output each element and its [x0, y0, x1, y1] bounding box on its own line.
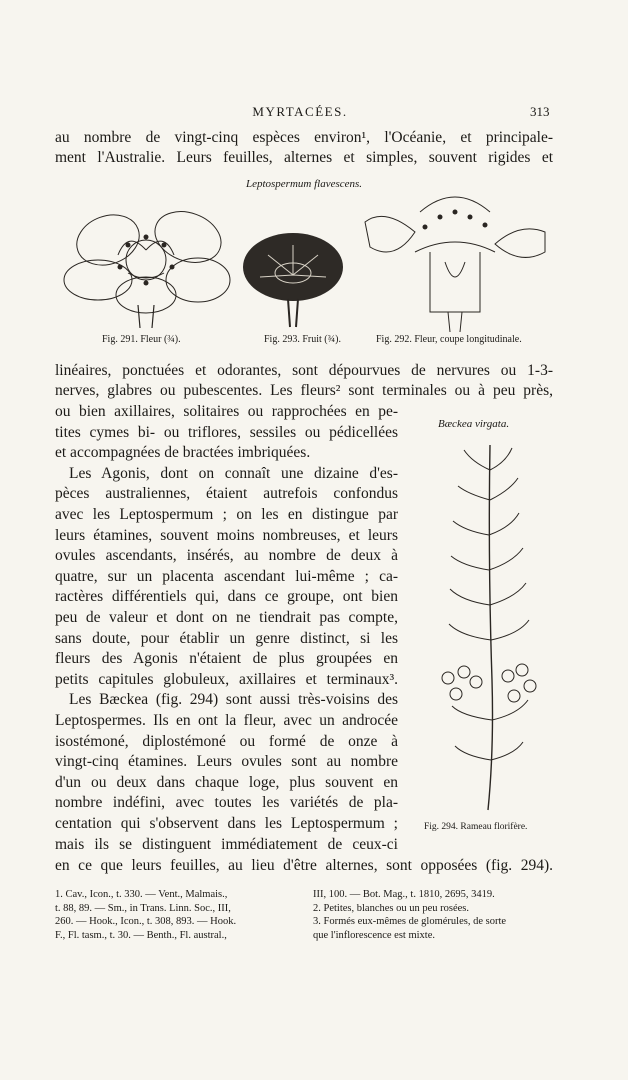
text-line: ovules ascendants, insérés, au nombre de deux à [55, 547, 398, 565]
text-line: centation qui s'observent dans les Leptospermum ; [55, 815, 398, 832]
fig293-caption: Fig. 293. Fruit (¾). [264, 334, 341, 345]
text-line: nerves, glabres ou pubescentes. Les fleurs² sont terminales ou à peu près, [55, 382, 553, 399]
footnote-line: 3. Formés eux-mêmes de glomérules, de sorte [313, 916, 507, 927]
text-line: Les Bæckea (fig. 294) sont aussi très-voisins des [69, 691, 398, 709]
fig291-caption: Fig. 291. Fleur (¾). [102, 334, 181, 345]
footnote-line: 2. Petites, blanches ou un peu rosées. [313, 902, 470, 914]
text-line: en ce que leurs feuilles, au lieu d'être alternes, sont opposées (fig. 294). [55, 857, 553, 874]
text-line: linéaires, ponctuées et odorantes, sont dépourvues de nervures ou 1-3- [55, 362, 553, 379]
text-line: Leptospermes. Ils en ont la fleur, avec un androcée [55, 712, 398, 729]
footnote-line: 260. — Hook., Icon., t. 308, 893. — Hook. [55, 916, 237, 927]
fig293-fruit-illustration [238, 225, 348, 330]
text-line: petits capitules globuleux, axillaires et terminaux³. [55, 670, 398, 688]
text-line: Les Agonis, dont on connaît une dizaine d'es- [69, 464, 398, 482]
footnote-line: 1. Cav., Icon., t. 330. — Vent., Malmais., [55, 889, 228, 900]
text-line: peu de valeur et dont on ne tiendrait pas compte, [55, 609, 398, 626]
footnote-line: t. 88, 89. — Sm., in Trans. Linn. Soc., III, [55, 902, 231, 914]
footnote-line: que l'inflorescence est mixte. [313, 929, 436, 941]
text-line: mais ils se distinguent immédiatement de ceux-ci [55, 835, 398, 853]
text-line: ment l'Australie. Leurs feuilles, alternes et simples, souvent rigides et [55, 149, 553, 166]
fig292-section-illustration [360, 192, 550, 332]
fig294-branch-illustration [430, 440, 550, 815]
side-figure-name: Bæckea virgata. [438, 418, 510, 430]
text-line: avec les Leptospermum ; on les en distingue par [55, 506, 398, 523]
text-line: nombre indéfini, avec toutes les variétés de pla- [55, 794, 398, 812]
text-line: d'un ou deux dans chaque loge, plus souvent en [55, 773, 398, 791]
text-line: vingt-cinq étamines. Leurs ovules sont au nombre [55, 753, 398, 771]
fig291-flower-illustration [58, 195, 233, 330]
text-line: au nombre de vingt-cinq espèces environ¹, l'Océanie, et principale- [55, 129, 553, 146]
footnote-line: III, 100. — Bot. Mag., t. 1810, 2695, 3419. [313, 889, 495, 900]
text-line: ou bien axillaires, solitaires ou rapprochées en pe- [55, 403, 398, 420]
text-line: ractères différentiels qui, dans ce groupe, ont bien [55, 588, 398, 606]
running-title: MYRTACÉES. [252, 104, 348, 119]
plate-caption: Leptospermum flavescens. [245, 178, 363, 190]
text-line: et accompagnées de bractées imbriquées. [55, 444, 311, 462]
fig292-caption: Fig. 292. Fleur, coupe longitudinale. [376, 334, 522, 345]
side-figure-caption: Fig. 294. Rameau florifère. [424, 822, 528, 832]
text-line: pèces australiennes, étaient autrefois confondus [55, 485, 398, 503]
footnote-line: F., Fl. tasm., t. 30. — Benth., Fl. austral., [55, 929, 227, 941]
text-line: fleurs des Agonis n'étaient de plus groupées en [55, 650, 398, 668]
text-line: tites cymes bi- ou triflores, sessiles ou pédicellées [55, 423, 398, 441]
text-line: quatre, sur un placenta ascendant lui-même ; ca- [55, 567, 398, 585]
text-line: isostémoné, diplostémoné ou formé de onze à [55, 732, 398, 750]
page-number: 313 [530, 104, 550, 119]
text-line: sans doute, pour établir un genre distinct, si les [55, 629, 398, 647]
text-line: leurs étamines, souvent moins nombreuses, et leurs [55, 526, 398, 544]
